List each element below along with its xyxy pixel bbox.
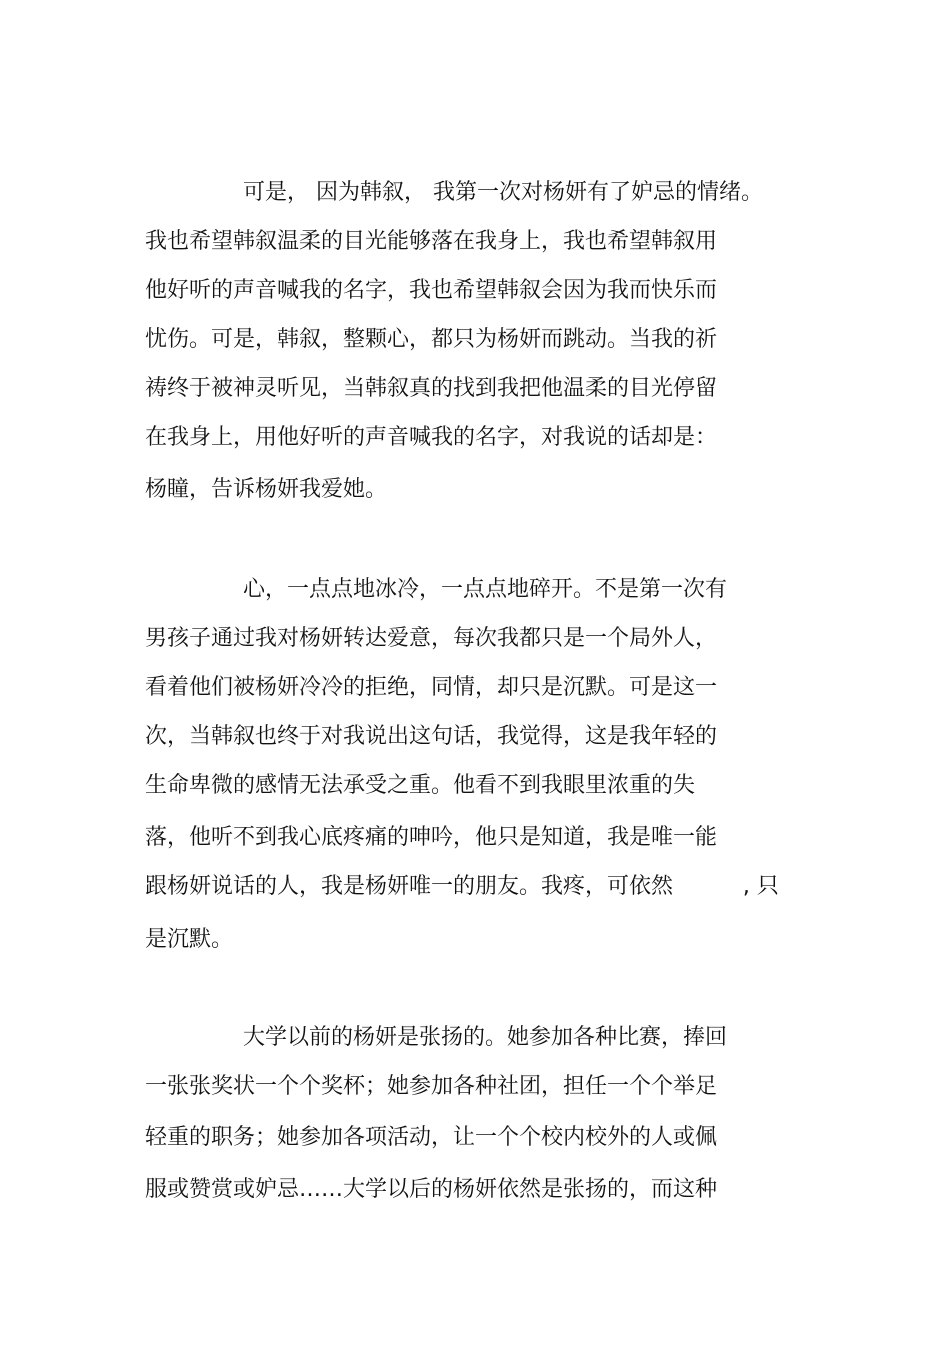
text-line: 心，一点点地冰冷，一点点地碎开。不是第一次有 — [243, 577, 728, 602]
text-line: 跟杨妍说话的人，我是杨妍唯一的朋友。我疼，可依然 , 只 — [145, 874, 779, 899]
text-line: 次，当韩叙也终于对我说出这句话，我觉得，这是我年轻的 — [145, 724, 718, 749]
text-line: 祷终于被神灵听见，当韩叙真的找到我把他温柔的目光停留 — [145, 376, 718, 401]
text-line: 忧伤。可是，韩叙，整颗心，都只为杨妍而跳动。当我的祈 — [145, 327, 718, 352]
text-line: 看着他们被杨妍冷冷的拒绝，同情，却只是沉默。可是这一 — [145, 675, 718, 700]
text-line: 是沉默。 — [145, 927, 234, 952]
text-line: 他好听的声音喊我的名字，我也希望韩叙会因为我而快乐而 — [145, 278, 718, 303]
text-line: 生命卑微的感情无法承受之重。他看不到我眼里浓重的失 — [145, 773, 696, 798]
text-line: 我也希望韩叙温柔的目光能够落在我身上，我也希望韩叙用 — [145, 229, 718, 254]
text-line: 轻重的职务；她参加各项活动，让一个个校内校外的人或佩 — [145, 1125, 718, 1150]
text-line: 服或赞赏或妒忌……大学以后的杨妍依然是张扬的，而这种 — [145, 1177, 718, 1202]
text-line: 落，他听不到我心底疼痛的呻吟，他只是知道，我是唯一能 — [145, 825, 718, 850]
text-line: 可是， 因为韩叙， 我第一次对杨妍有了妒忌的情绪。 — [243, 180, 763, 205]
text-line: 一张张奖状一个个奖杯；她参加各种社团，担任一个个举足 — [145, 1074, 718, 1099]
text-line: 大学以前的杨妍是张扬的。她参加各种比赛，捧回 — [243, 1025, 728, 1050]
text-line: 在我身上，用他好听的声音喊我的名字，对我说的话却是： — [145, 425, 718, 450]
text-line: 男孩子通过我对杨妍转达爱意，每次我都只是一个局外人， — [145, 626, 718, 651]
text-line: 杨瞳，告诉杨妍我爱她。 — [145, 477, 388, 502]
